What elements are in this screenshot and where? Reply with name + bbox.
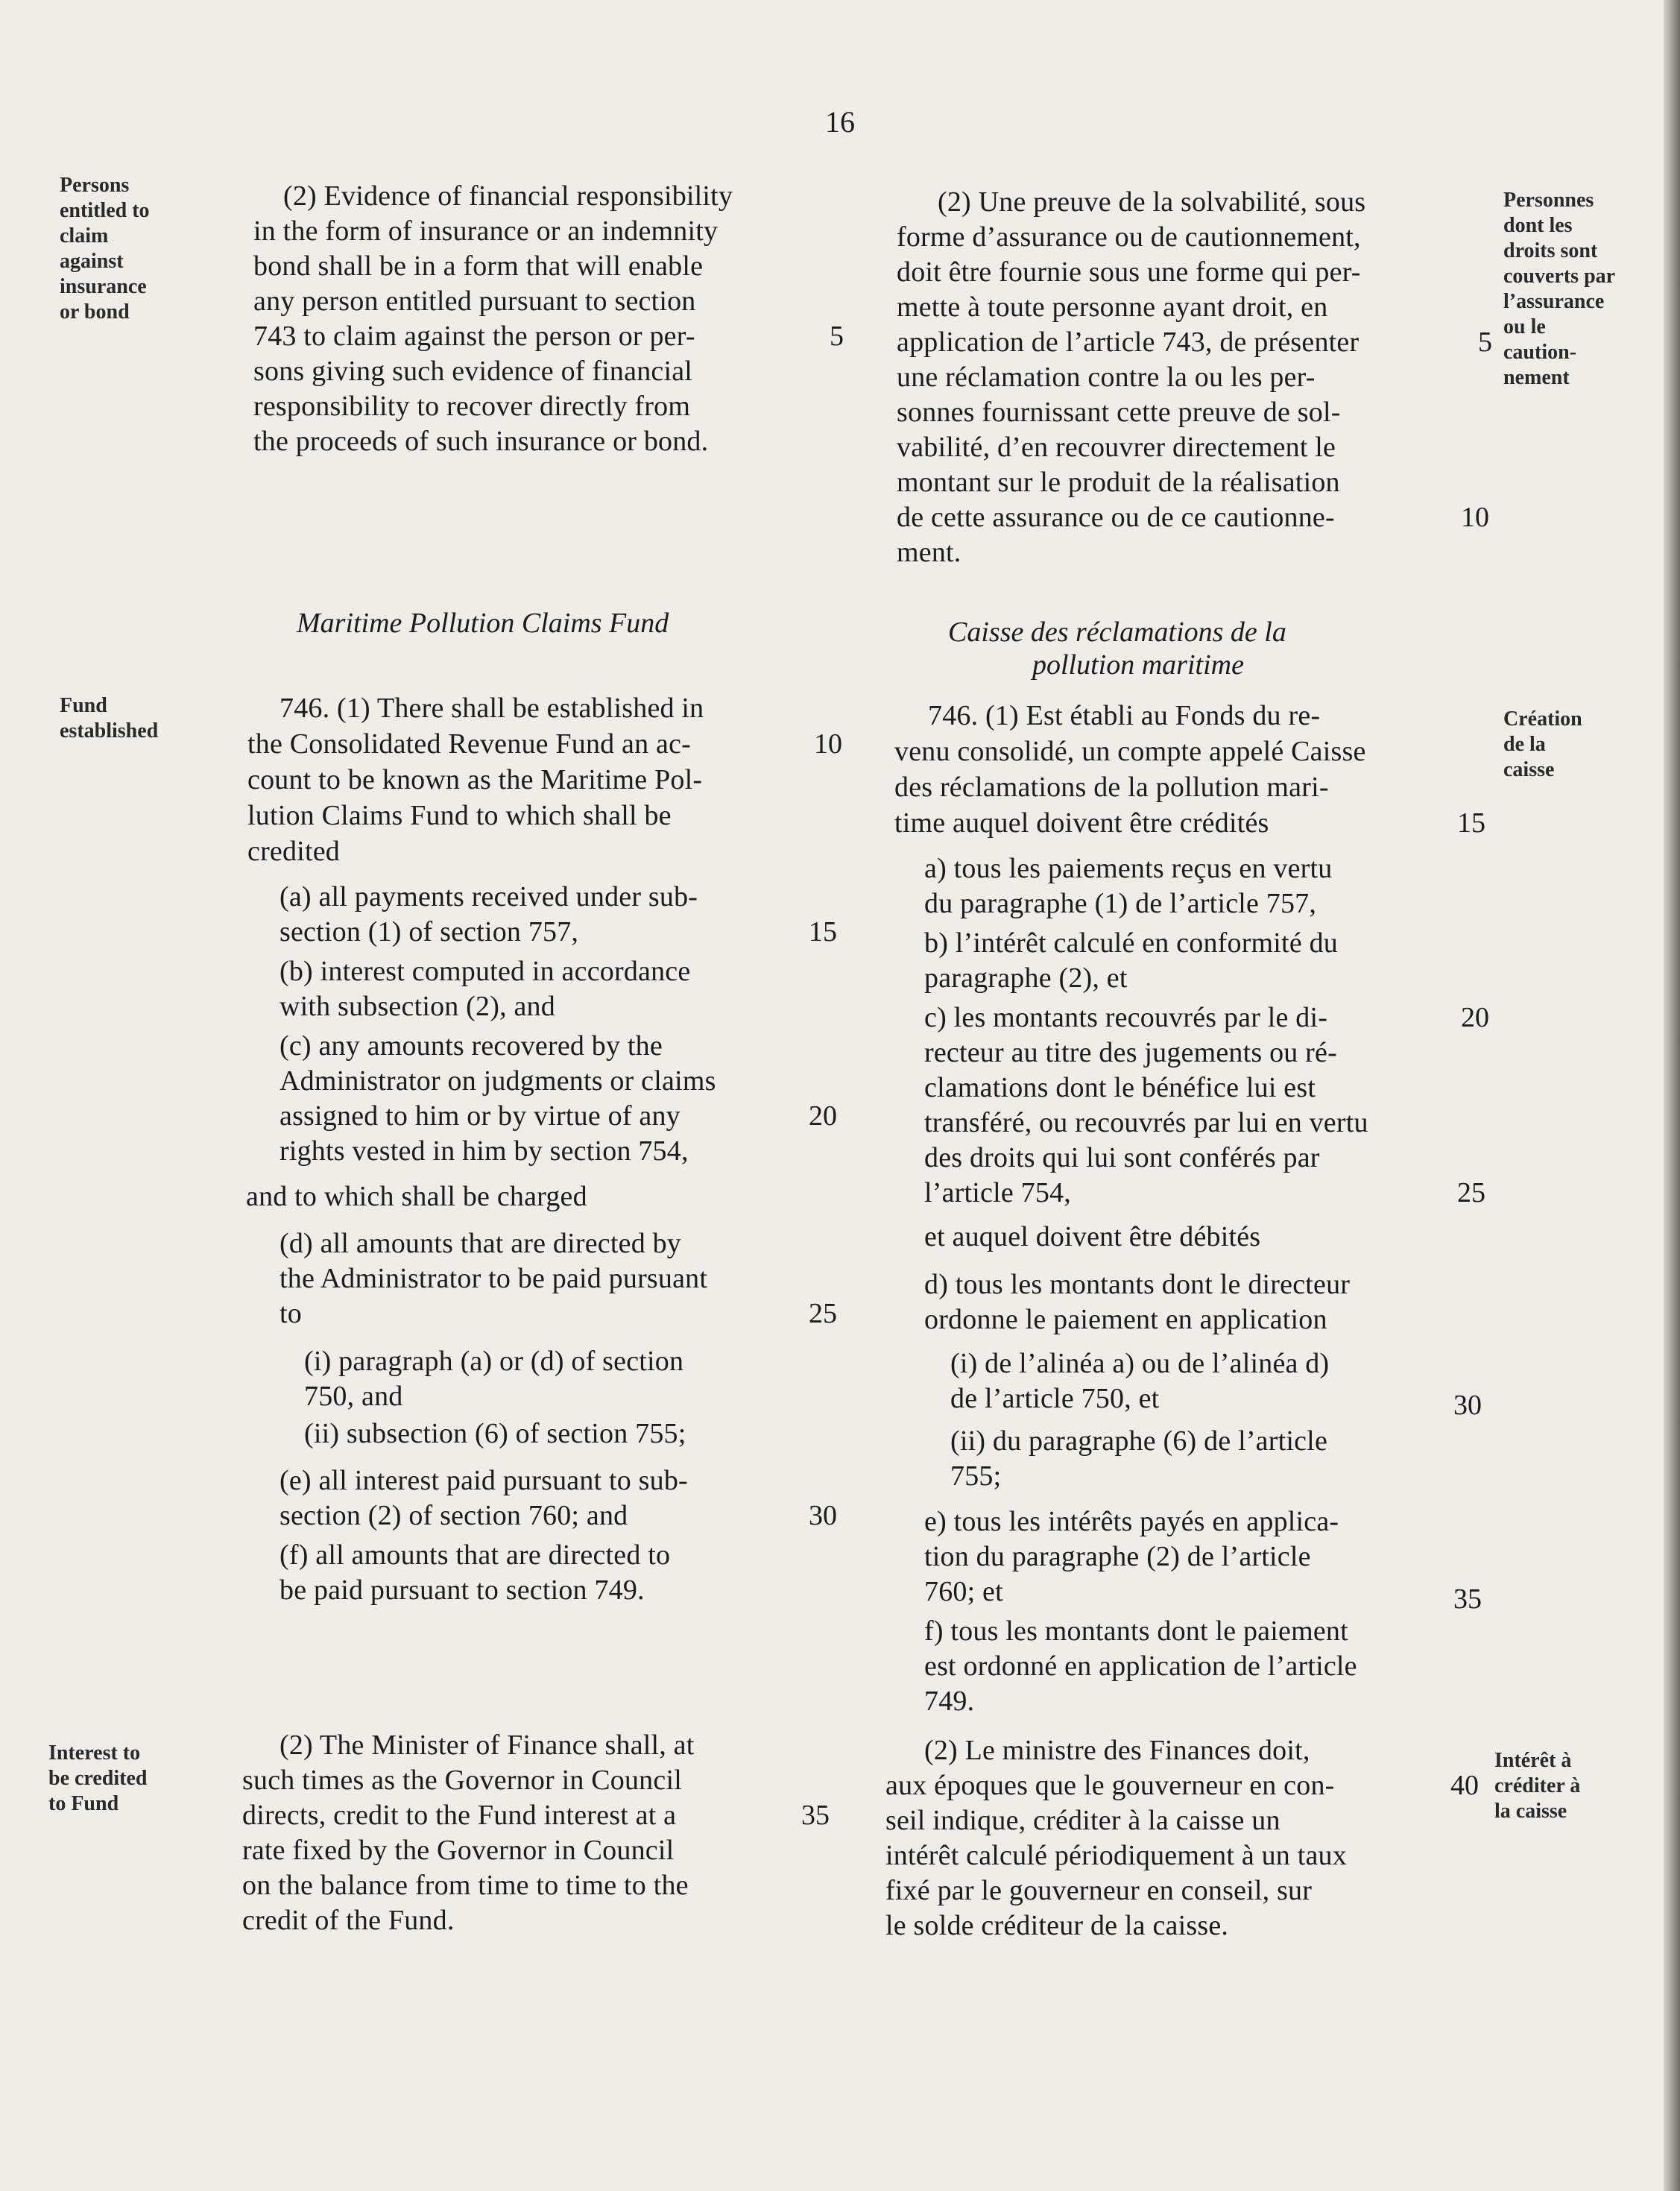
en-line: section (1) of section 757, <box>280 916 579 948</box>
fr-line: f) tous les montants dont le paiement <box>924 1615 1348 1647</box>
en-line: count to be known as the Maritime Pol- <box>247 764 703 795</box>
en-line-number: 15 <box>809 916 837 948</box>
fr-line: a) tous les paiements reçus en vertu <box>924 853 1333 884</box>
fr-line: application de l’article 743, de présenter <box>897 327 1360 358</box>
en-line-number: 25 <box>809 1298 837 1329</box>
margin-note-fund-established: Fund established <box>60 694 159 743</box>
en-line: (c) any amounts recovered by the <box>280 1030 663 1062</box>
fr-line: forme d’assurance ou de cautionnement, <box>897 221 1361 253</box>
en-line: (a) all payments received under sub- <box>280 881 698 912</box>
fr-line-number: 10 <box>1461 502 1489 533</box>
fr-line: ment. <box>897 537 961 568</box>
fr-line: une réclamation contre la ou les per- <box>897 362 1316 393</box>
page-edge-shadow <box>1664 0 1680 2191</box>
margin-note-personnes-droits: Personnes dont les droits sont couverts par l’assurance ou le caution- nement <box>1503 189 1616 389</box>
en-line-number: 5 <box>830 321 844 352</box>
heading-fr-line-1: Caisse des réclamations de la <box>948 617 1286 648</box>
fr-line: le solde créditeur de la caisse. <box>885 1910 1229 1941</box>
en-line: credited <box>247 836 340 867</box>
en-line: responsibility to recover directly from <box>253 391 691 422</box>
en-line: 746. (1) There shall be established in <box>280 693 704 724</box>
fr-line: seil indique, créditer à la caisse un <box>885 1805 1280 1836</box>
fr-line: (2) Une preuve de la solvabilité, sous <box>938 186 1366 218</box>
fr-line: time auquel doivent être crédités <box>894 807 1269 839</box>
fr-line-number: 30 <box>1453 1390 1482 1421</box>
en-line: on the balance from time to time to the <box>242 1870 689 1901</box>
en-line: (i) paragraph (a) or (d) of section <box>304 1346 684 1377</box>
en-line: the Consolidated Revenue Fund an ac- <box>247 728 691 760</box>
en-line: rights vested in him by section 754, <box>280 1135 689 1167</box>
en-line: rate fixed by the Governor in Council <box>242 1835 675 1866</box>
en-line: to <box>280 1298 302 1329</box>
page-number: 16 <box>825 105 855 139</box>
heading-en-fund: Maritime Pollution Claims Fund <box>297 608 669 639</box>
fr-line: est ordonné en application de l’article <box>924 1651 1357 1682</box>
en-line-number: 20 <box>809 1100 837 1132</box>
fr-line: (2) Le ministre des Finances doit, <box>924 1735 1310 1766</box>
fr-line: doit être fournie sous une forme qui per- <box>897 256 1361 288</box>
margin-note-persons-entitled: Persons entitled to claim against insurance or bond <box>60 174 150 324</box>
en-line: such times as the Governor in Council <box>242 1765 682 1796</box>
heading-fr-line-2: pollution maritime <box>1032 649 1244 681</box>
en-line: with subsection (2), and <box>280 991 555 1022</box>
en-line: 743 to claim against the person or per- <box>253 321 695 352</box>
fr-line: b) l’intérêt calculé en conformité du <box>924 927 1338 959</box>
en-line: (b) interest computed in accordance <box>280 956 691 987</box>
fr-line: intérêt calculé périodiquement à un taux <box>885 1840 1347 1871</box>
en-line: sons giving such evidence of financial <box>253 356 693 387</box>
margin-note-interet-crediter: Intérêt à créditer à la caisse <box>1494 1749 1581 1823</box>
en-line: in the form of insurance or an indemnity <box>253 215 719 247</box>
margin-note-interest-credited: Interest to be credited to Fund <box>48 1741 148 1815</box>
fr-line: de cette assurance ou de ce cautionne- <box>897 502 1335 533</box>
fr-line: montant sur le produit de la réalisation <box>897 467 1340 498</box>
fr-line: c) les montants recouvrés par le di- <box>924 1002 1328 1033</box>
fr-line: l’article 754, <box>924 1177 1071 1208</box>
en-line: Administrator on judgments or claims <box>280 1065 716 1097</box>
en-line-number: 10 <box>814 728 842 760</box>
en-line: bond shall be in a form that will enable <box>253 250 704 282</box>
fr-line: clamations dont le bénéfice lui est <box>924 1072 1316 1103</box>
en-line-number: 30 <box>809 1500 837 1531</box>
fr-line: du paragraphe (1) de l’article 757, <box>924 888 1317 919</box>
fr-line: de l’article 750, et <box>950 1383 1160 1414</box>
fr-line: sonnes fournissant cette preuve de sol- <box>897 397 1341 428</box>
fr-line: transféré, ou recouvrés par lui en vertu <box>924 1107 1368 1138</box>
margin-note-creation-caisse: Création de la caisse <box>1503 707 1582 781</box>
en-line: lution Claims Fund to which shall be <box>247 800 672 831</box>
fr-line-number: 20 <box>1461 1002 1489 1033</box>
fr-line: d) tous les montants dont le directeur <box>924 1269 1351 1300</box>
en-line: (ii) subsection (6) of section 755; <box>304 1418 686 1449</box>
fr-line: (i) de l’alinéa a) ou de l’alinéa d) <box>950 1348 1330 1379</box>
en-line: (2) Evidence of financial responsibility <box>283 180 733 212</box>
en-line: assigned to him or by virtue of any <box>280 1100 680 1132</box>
fr-line: 746. (1) Est établi au Fonds du re- <box>928 700 1321 731</box>
fr-line: aux époques que le gouverneur en con- <box>885 1770 1335 1801</box>
fr-line: paragraphe (2), et <box>924 962 1128 994</box>
en-line-number: 35 <box>801 1800 830 1831</box>
fr-line-number: 15 <box>1457 807 1485 839</box>
fr-line: e) tous les intérêts payés en applica- <box>924 1506 1339 1537</box>
en-line: the Administrator to be paid pursuant <box>280 1263 708 1294</box>
en-line: (e) all interest paid pursuant to sub- <box>280 1465 688 1496</box>
fr-line: 755; <box>950 1460 1002 1492</box>
en-line: any person entitled pursuant to section <box>253 286 696 317</box>
en-line: section (2) of section 760; and <box>280 1500 628 1531</box>
fr-line: mette à toute personne ayant droit, en <box>897 291 1328 323</box>
en-line: the proceeds of such insurance or bond. <box>253 426 709 457</box>
fr-line: tion du paragraphe (2) de l’article <box>924 1541 1311 1572</box>
fr-line: recteur au titre des jugements ou ré- <box>924 1037 1337 1068</box>
en-line: directs, credit to the Fund interest at a <box>242 1800 677 1831</box>
fr-line-number: 25 <box>1457 1177 1485 1208</box>
fr-line: ordonne le paiement en application <box>924 1304 1327 1335</box>
fr-line-number: 40 <box>1450 1770 1479 1801</box>
fr-line: fixé par le gouverneur en conseil, sur <box>885 1875 1313 1906</box>
en-line: (f) all amounts that are directed to <box>280 1539 671 1571</box>
fr-line: et auquel doivent être débités <box>924 1221 1261 1252</box>
fr-line: 760; et <box>924 1576 1003 1607</box>
fr-line-number: 35 <box>1453 1583 1482 1615</box>
en-line: credit of the Fund. <box>242 1905 455 1936</box>
en-line: (2) The Minister of Finance shall, at <box>280 1730 695 1761</box>
en-line: be paid pursuant to section 749. <box>280 1574 645 1606</box>
fr-line: des réclamations de la pollution mari- <box>894 772 1329 803</box>
fr-line: 749. <box>924 1686 975 1717</box>
en-line: (d) all amounts that are directed by <box>280 1228 681 1259</box>
fr-line: venu consolidé, un compte appelé Caisse <box>894 736 1366 767</box>
en-line: 750, and <box>304 1381 403 1412</box>
fr-line: des droits qui lui sont conférés par <box>924 1142 1320 1173</box>
en-line: and to which shall be charged <box>246 1181 587 1212</box>
fr-line: vabilité, d’en recouvrer directement le <box>897 432 1336 463</box>
fr-line-number: 5 <box>1478 327 1492 358</box>
fr-line: (ii) du paragraphe (6) de l’article <box>950 1425 1328 1457</box>
